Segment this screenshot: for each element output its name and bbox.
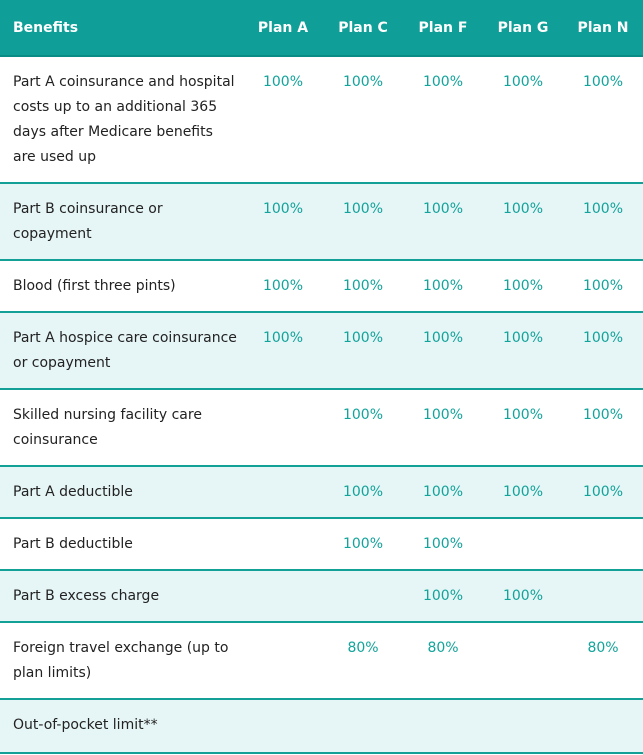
table-row bbox=[0, 313, 643, 390]
plan-g-value: 100% bbox=[502, 74, 544, 90]
table-row bbox=[0, 571, 643, 623]
table-row bbox=[0, 184, 643, 261]
plan-f-value: 100% bbox=[422, 407, 464, 423]
header-plan-c: Plan C bbox=[338, 19, 388, 36]
plan-a-value bbox=[243, 700, 323, 713]
table-row bbox=[0, 519, 643, 571]
benefit-name: Foreign travel exchange (up to plan limits) bbox=[13, 640, 229, 681]
plan-f-value: 100% bbox=[422, 278, 464, 294]
header-plan-g: Plan G bbox=[497, 19, 549, 36]
plan-g-value: 100% bbox=[502, 201, 544, 217]
table-row bbox=[0, 700, 643, 754]
benefit-name: Part A deductible bbox=[13, 484, 133, 500]
plan-n-value bbox=[563, 700, 643, 713]
plan-g-value: 100% bbox=[502, 407, 544, 423]
plan-c-value: 100% bbox=[342, 407, 384, 423]
benefit-name: Part A hospice care coinsurance or copayment bbox=[13, 330, 237, 371]
header-plan-f: Plan F bbox=[418, 19, 468, 36]
plan-f-value: 100% bbox=[422, 536, 464, 552]
plan-f-value: 80% bbox=[427, 640, 459, 656]
benefit-name: Part B deductible bbox=[13, 536, 133, 552]
plan-g-value bbox=[483, 700, 563, 713]
table-row bbox=[0, 57, 643, 184]
plan-a-value bbox=[243, 467, 323, 480]
plan-n-value: 100% bbox=[582, 330, 624, 346]
plan-g-value: 100% bbox=[502, 278, 544, 294]
plan-a-value bbox=[243, 390, 323, 403]
plan-c-value: 100% bbox=[342, 278, 384, 294]
plan-a-value: 100% bbox=[262, 74, 304, 90]
plan-f-value: 100% bbox=[422, 484, 464, 500]
plan-a-value bbox=[243, 571, 323, 584]
plan-c-value bbox=[323, 700, 403, 713]
plan-n-value: 100% bbox=[582, 407, 624, 423]
benefit-name: Part A coinsurance and hospital costs up to an additional 365 days after Medicare benefits are used up bbox=[13, 74, 235, 165]
benefit-name: Part B excess charge bbox=[13, 588, 160, 604]
benefit-name: Part B coinsurance or copayment bbox=[13, 201, 163, 242]
plan-a-value: 100% bbox=[262, 330, 304, 346]
plan-c-value: 100% bbox=[342, 536, 384, 552]
plan-f-value bbox=[403, 700, 483, 713]
plan-a-value: 100% bbox=[262, 201, 304, 217]
plan-c-value: 100% bbox=[342, 74, 384, 90]
plan-a-value bbox=[243, 623, 323, 636]
plan-c-value: 100% bbox=[342, 330, 384, 346]
plan-f-value: 100% bbox=[422, 588, 464, 604]
plan-c-value: 100% bbox=[342, 201, 384, 217]
plan-n-value: 100% bbox=[582, 201, 624, 217]
plan-n-value: 100% bbox=[582, 484, 624, 500]
plan-n-value: 100% bbox=[582, 278, 624, 294]
plan-n-value bbox=[563, 571, 643, 584]
table-row bbox=[0, 261, 643, 313]
plan-g-value: 100% bbox=[502, 484, 544, 500]
table-row bbox=[0, 467, 643, 519]
benefit-name: Blood (first three pints) bbox=[13, 278, 176, 294]
plan-a-value: 100% bbox=[262, 278, 304, 294]
benefit-name: Out-of-pocket limit** bbox=[13, 717, 158, 733]
table-header bbox=[0, 0, 643, 57]
plan-f-value: 100% bbox=[422, 330, 464, 346]
header-plan-n: Plan N bbox=[577, 19, 629, 36]
plan-g-value: 100% bbox=[502, 588, 544, 604]
plan-c-value: 100% bbox=[342, 484, 384, 500]
plan-c-value bbox=[323, 571, 403, 584]
plan-f-value: 100% bbox=[422, 201, 464, 217]
plan-g-value bbox=[483, 519, 563, 532]
benefit-name: Skilled nursing facility care coinsurance bbox=[13, 407, 202, 448]
table-row bbox=[0, 623, 643, 700]
header-benefits: Benefits bbox=[13, 19, 79, 36]
plan-g-value bbox=[483, 623, 563, 636]
plan-n-value bbox=[563, 519, 643, 532]
plan-a-value bbox=[243, 519, 323, 532]
plan-n-value: 80% bbox=[587, 640, 619, 656]
plan-g-value: 100% bbox=[502, 330, 544, 346]
plan-c-value: 80% bbox=[347, 640, 379, 656]
plan-f-value: 100% bbox=[422, 74, 464, 90]
plan-n-value: 100% bbox=[582, 74, 624, 90]
header-plan-a: Plan A bbox=[257, 19, 309, 36]
table-row bbox=[0, 390, 643, 467]
